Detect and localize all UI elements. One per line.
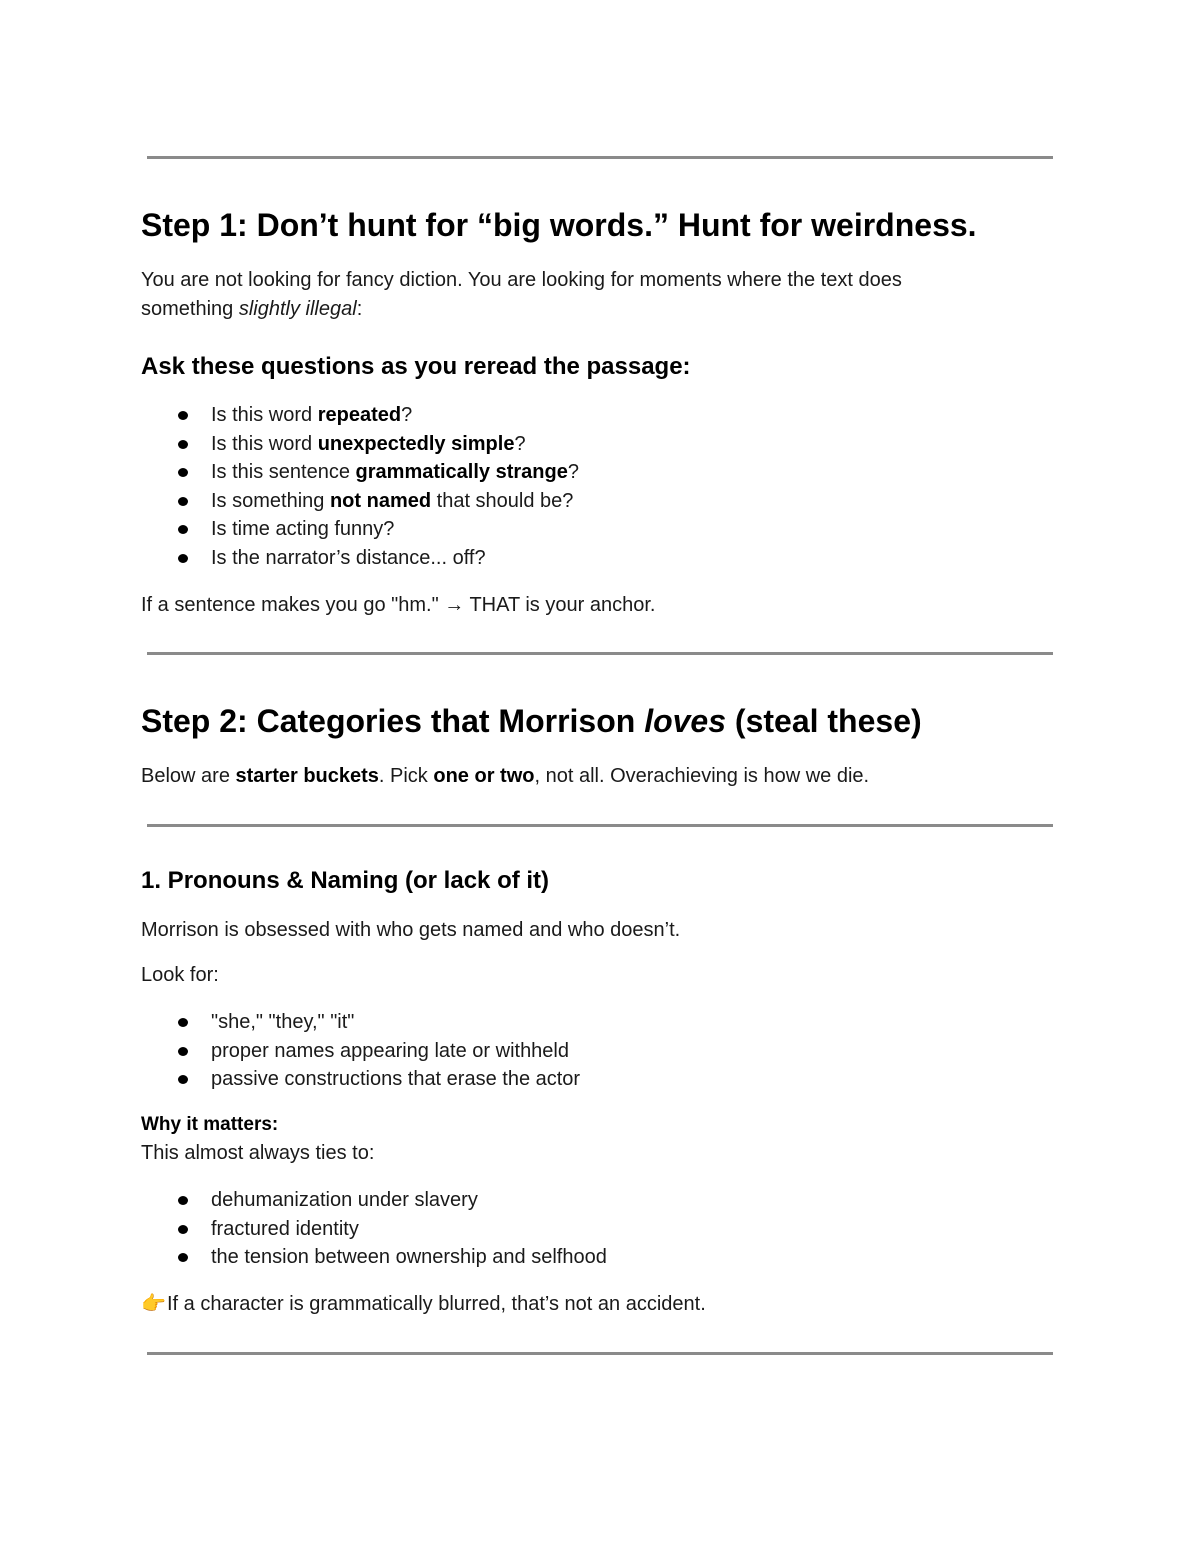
section1-intro: Morrison is obsessed with who gets named and who doesn’t. <box>141 919 681 941</box>
anchor-line: If a sentence makes you go "hm." → THAT is your anchor. <box>141 594 656 616</box>
closing-line: 👉If a character is grammatically blurred, that’s not an accident. <box>141 1289 1061 1319</box>
bullet-icon <box>178 1253 188 1262</box>
step2-body: Below are starter buckets. Pick one or two, not all. Overachieving is how we die. <box>141 765 870 787</box>
step1-intro-line-a: You are not looking for fancy diction. You are looking for moments where the text does <box>141 269 902 291</box>
look-for-label: Look for: <box>141 964 219 986</box>
bullet-icon <box>178 1225 188 1234</box>
why-it-matters-label: Why it matters: <box>141 1114 279 1135</box>
step1-intro-line-b-post: : <box>356 297 363 320</box>
section1-heading: 1. Pronouns & Naming (or lack of it) <box>141 867 550 894</box>
list-item: Is the narrator’s distance... off? <box>141 544 1041 573</box>
bullet-icon <box>178 411 188 420</box>
bullet-icon <box>178 1018 188 1027</box>
list-item: passive constructions that erase the actor <box>141 1065 1041 1094</box>
step1-intro <box>141 266 1061 323</box>
look-for-list <box>141 1008 1041 1094</box>
ties-list <box>141 1186 1041 1272</box>
bullet-icon <box>178 468 188 477</box>
bullet-icon <box>178 525 188 534</box>
step2-heading-emphasis: loves <box>644 703 727 739</box>
list-item: the tension between ownership and selfhood <box>141 1243 1041 1272</box>
list-item: Is time acting funny? <box>141 515 1041 544</box>
divider <box>147 652 1053 655</box>
list-item: "she," "they," "it" <box>141 1008 1041 1037</box>
bullet-icon <box>178 1075 188 1084</box>
pointing-hand-icon: 👉 <box>141 1291 166 1315</box>
question-list <box>141 401 1041 573</box>
divider <box>147 824 1053 827</box>
step1-intro-emphasis: slightly illegal <box>238 297 357 320</box>
bullet-icon <box>178 1196 188 1205</box>
list-item: proper names appearing late or withheld <box>141 1037 1041 1066</box>
list-item: dehumanization under slavery <box>141 1186 1041 1215</box>
bullet-icon <box>178 554 188 563</box>
divider <box>147 1352 1053 1355</box>
bullet-icon <box>178 440 188 449</box>
step1-intro-line-b-pre: something <box>141 297 239 320</box>
list-item: Is this sentence grammatically strange? <box>141 458 1041 487</box>
bullet-icon <box>178 1047 188 1056</box>
list-item: fractured identity <box>141 1215 1041 1244</box>
bullet-icon <box>178 497 188 506</box>
divider <box>147 156 1053 159</box>
step2-heading: Step 2: Categories that Morrison loves (steal these) <box>141 703 922 739</box>
list-item: Is this word repeated? <box>141 401 1041 430</box>
step1-subheading: Ask these questions as you reread the passage: <box>141 353 691 380</box>
list-item: Is this word unexpectedly simple? <box>141 430 1041 459</box>
ties-line: This almost always ties to: <box>141 1142 375 1164</box>
step1-heading: Step 1: Don’t hunt for “big words.” Hunt for weirdness. <box>141 207 977 243</box>
list-item: Is something not named that should be? <box>141 487 1041 516</box>
